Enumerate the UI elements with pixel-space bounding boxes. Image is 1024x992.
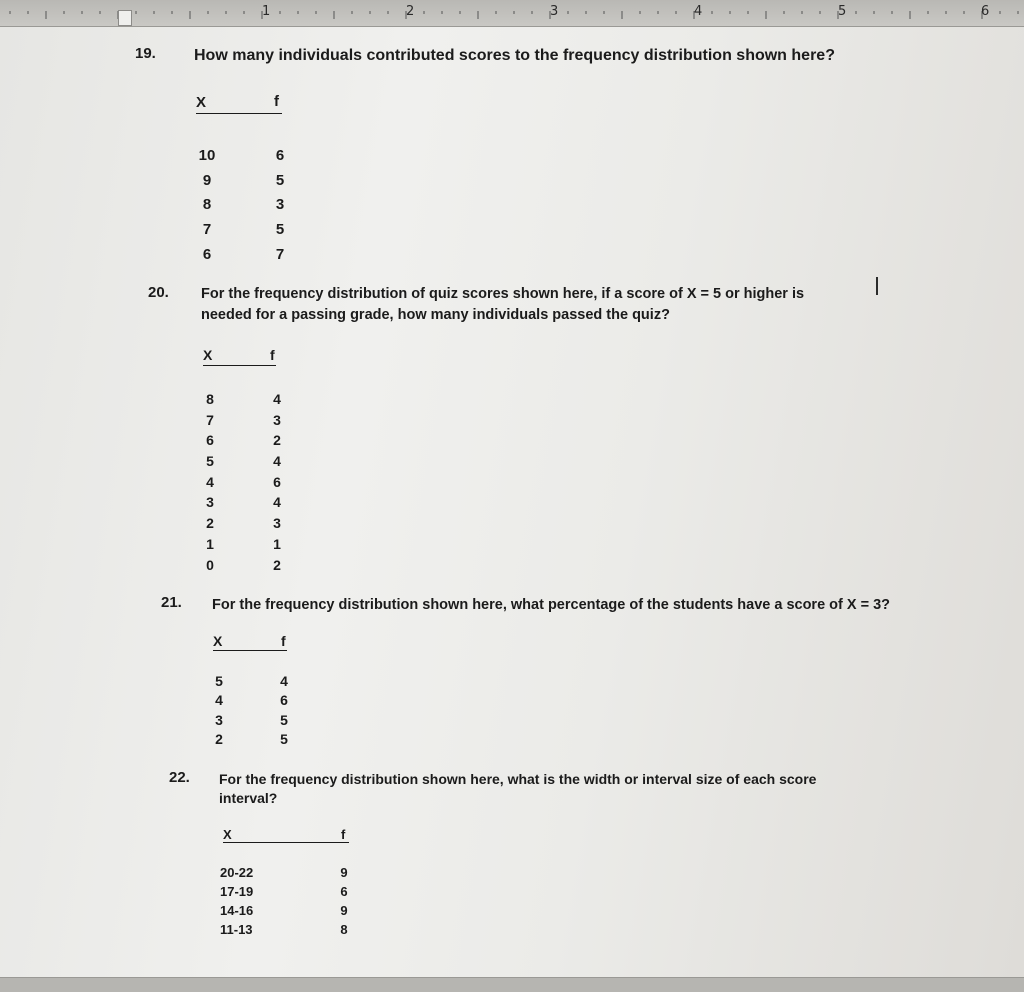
table-cell: 1 [206,535,214,552]
table-cell: 4 [280,673,288,689]
table-cell: 6 [202,245,212,263]
table-cell: 6 [280,692,288,709]
indent-marker[interactable] [118,10,132,26]
table-cell: 3 [273,411,281,428]
table-cell: 10 [198,147,216,164]
ruler-number: 5 [838,4,847,19]
table-cell: 4 [273,453,281,470]
question-number: 19. [135,45,156,62]
table-cell: 14-16 [220,903,254,918]
table-cell: 5 [206,453,214,470]
ruler-number: 3 [550,4,559,19]
table-cell: 4 [206,473,214,490]
table-header-rule [213,650,287,651]
table-cell: 9 [202,171,212,189]
table-cell: 3 [275,196,285,214]
table-cell: 4 [273,391,281,407]
table-cell: 8 [202,196,212,214]
table-header-x: X [213,633,223,649]
question-number: 21. [161,594,182,611]
table-cell: 9 [340,903,348,918]
table-cell: 7 [206,411,214,428]
f-column [266,389,288,575]
f-column [268,144,292,267]
table-cell: 2 [206,515,214,532]
table-header-rule [203,365,276,366]
table-cell: 2 [273,432,281,449]
table-cell: 3 [273,515,281,532]
table-cell: 11-13 [220,922,253,937]
question-text-line: For the frequency distribution shown here, what is the width or interval size of each score [219,771,817,787]
table-cell: 5 [280,711,288,728]
document-page[interactable] [0,27,1024,977]
table-header-f: f [281,633,286,649]
question-text-line: interval? [219,790,278,806]
question-text: For the frequency distribution shown here, what percentage of the students have a score of X = 3? [212,597,891,613]
f-column [336,863,352,939]
table-cell: 8 [340,922,348,937]
question-text: How many individuals contributed scores to the frequency distribution shown here? [194,47,835,64]
table-cell: 1 [273,535,281,552]
table-cell: 2 [273,556,281,573]
table-cell: 5 [215,673,223,689]
table-cell: 6 [273,473,281,490]
ruler-number: 4 [694,4,703,19]
table-header-rule [196,113,282,114]
ruler-number: 6 [981,4,990,19]
text-cursor [876,277,878,295]
table-cell: 5 [275,171,285,189]
x-column [199,389,221,575]
question-text-line: For the frequency distribution of quiz scores shown here, if a score of X = 5 or higher is [201,286,805,302]
table-header-f: f [274,93,279,110]
table-cell: 6 [206,432,214,449]
table-cell: 4 [273,494,281,511]
horizontal-ruler[interactable] [0,0,1024,27]
table-cell: 7 [275,245,285,263]
table-header-f: f [270,347,275,363]
table-cell: 2 [215,730,223,747]
table-cell: 3 [215,711,223,728]
table-cell: 17-19 [220,884,254,899]
question-text-line: needed for a passing grade, how many individuals passed the quiz? [201,307,670,323]
table-header-x: X [203,347,213,363]
table-header-f: f [341,827,346,842]
table-cell: 6 [275,147,285,164]
question-number: 22. [169,769,190,786]
ruler-ticks [0,0,1024,26]
f-column [273,672,295,749]
table-cell: 5 [275,221,285,239]
table-cell: 20-22 [220,865,254,880]
x-column [190,144,224,267]
table-header-x: X [223,827,232,842]
status-bar [0,977,1024,992]
table-cell: 4 [215,692,223,709]
table-cell: 5 [280,730,288,747]
table-cell: 3 [206,494,214,511]
table-cell: 0 [206,556,214,573]
question-number: 20. [148,284,169,301]
table-cell: 6 [340,884,348,899]
ruler-number: 2 [406,4,415,19]
table-header-rule [223,842,349,843]
table-header-x: X [196,94,207,111]
table-cell: 8 [206,391,214,407]
x-column [208,672,230,749]
ruler-number: 1 [262,4,271,19]
x-column [220,863,264,939]
table-cell: 9 [340,865,348,880]
table-cell: 7 [202,221,212,239]
